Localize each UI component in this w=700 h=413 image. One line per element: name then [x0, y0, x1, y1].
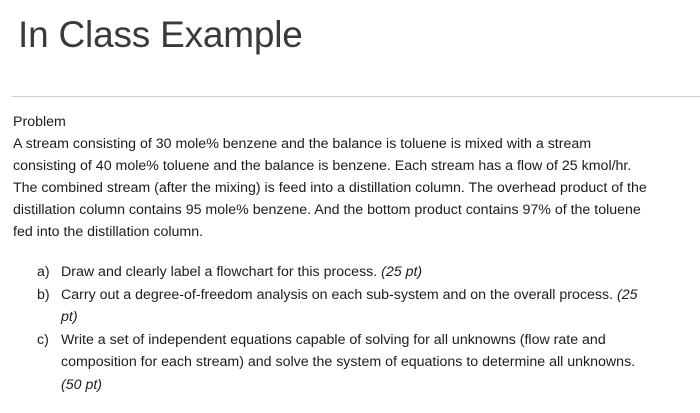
part-text: Write a set of independent equations capable of solving for all unknowns (flow rate and composition for each stream) and solve the system of equations to determine all unknowns. [61, 331, 636, 370]
slide-content [13, 111, 653, 396]
part-points: (25 pt) [381, 264, 423, 280]
part-marker: a) [37, 264, 50, 280]
problem-statement: A stream consisting of 30 mole% benzene and the balance is toluene is mixed with a stream consisting of 40 mole% toluene and the balance is benzene. Each stream has a flow of 25 kmol/hr. The combined stream (after the mixing) is feed into a distillation column. The overhead product of the distillation column contains 95 mole% benzene. And the bottom product contains 97% of the toluene fed into the distillation column. [13, 136, 647, 240]
problem-part-c [13, 329, 653, 397]
part-text: Draw and clearly label a flowchart for this process. [61, 264, 378, 280]
slide-title: In Class Example [18, 14, 303, 55]
part-marker: b) [37, 286, 50, 303]
title-divider [12, 96, 700, 97]
part-points: (25 pt) [61, 286, 638, 325]
part-marker: c) [37, 331, 49, 348]
problem-part-b [13, 284, 653, 329]
problem-parts-list [13, 261, 653, 396]
part-text: Carry out a degree-of-freedom analysis on each sub-system and on the overall process. [61, 286, 614, 303]
part-points: (50 pt) [61, 376, 103, 393]
problem-part-a [13, 261, 653, 284]
problem-heading: Problem [13, 114, 66, 130]
